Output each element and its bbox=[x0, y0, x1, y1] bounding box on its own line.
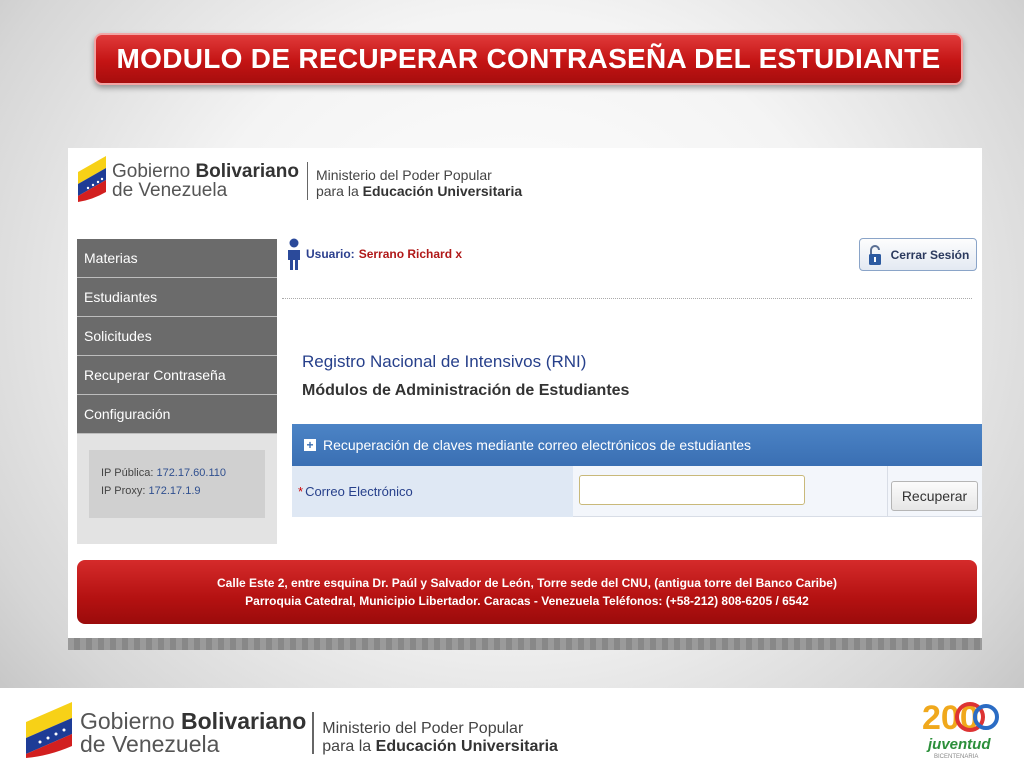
logout-button[interactable] bbox=[859, 238, 977, 271]
slide-footer-band bbox=[0, 688, 1024, 768]
footer-logo-divider bbox=[312, 712, 314, 754]
divider-dotted bbox=[282, 298, 972, 299]
ip-panel bbox=[77, 434, 277, 544]
footer-line2: Parroquia Catedral, Municipio Libertador. Caracas - Venezuela Teléfonos: (+58-212) 808-6205 / 6542 bbox=[245, 594, 809, 608]
correo-input[interactable] bbox=[579, 475, 805, 505]
slide-title: MODULO DE RECUPERAR CONTRASEÑA DEL ESTUDIANTE bbox=[116, 43, 941, 74]
gob-line1-bold: Bolivariano bbox=[195, 161, 299, 182]
footer-gob-line2: de Venezuela bbox=[80, 731, 220, 757]
gob-line1-regular: Gobierno bbox=[112, 161, 191, 182]
sidebar bbox=[77, 239, 277, 544]
recuperar-button[interactable]: Recuperar bbox=[891, 481, 978, 511]
gobierno-text bbox=[112, 162, 299, 200]
sidebar-item-materias[interactable]: Materias bbox=[77, 239, 277, 278]
min-line2-bold: Educación Universitaria bbox=[362, 183, 523, 199]
ip-proxy-label: IP Proxy: bbox=[101, 484, 146, 497]
correo-label-cell bbox=[292, 466, 573, 517]
screenshot-bottom-edge bbox=[68, 638, 982, 650]
ip-proxy-value: 172.17.1.9 bbox=[148, 484, 201, 497]
page-subtitle: Módulos de Administración de Estudiantes bbox=[302, 382, 630, 399]
page-title: Registro Nacional de Intensivos (RNI) bbox=[302, 352, 587, 371]
min-line1: Ministerio del Poder Popular bbox=[315, 166, 492, 183]
ministerio-text bbox=[316, 167, 522, 199]
slide-title-banner bbox=[94, 33, 963, 85]
form-row-correo bbox=[292, 466, 982, 517]
address-footer bbox=[77, 560, 977, 624]
user-icon bbox=[286, 238, 302, 270]
logout-label: Cerrar Sesión bbox=[890, 247, 970, 262]
ip-publica-label: IP Pública: bbox=[101, 467, 154, 479]
footer-gob-line1-regular: Gobierno bbox=[80, 708, 175, 734]
sidebar-item-estudiantes[interactable]: Estudiantes bbox=[77, 278, 277, 317]
footer-min-line1: Ministerio del Poder Popular bbox=[322, 719, 524, 737]
logo-number: 200 bbox=[922, 699, 979, 737]
ip-publica-value: 172.17.60.110 bbox=[156, 467, 226, 479]
lock-icon bbox=[867, 244, 883, 266]
juventud-bicentenaria-logo bbox=[920, 693, 1000, 761]
logo-tag: BICENTENARIA bbox=[934, 754, 979, 760]
header-logo bbox=[76, 154, 522, 202]
footer-min-line2-bold: Educación Universitaria bbox=[375, 738, 558, 755]
required-mark: * bbox=[298, 484, 304, 499]
form-separator bbox=[887, 466, 888, 517]
footer-line1: Calle Este 2, entre esquina Dr. Paúl y Salvador de León, Torre sede del CNU, (antigua torre del Banco Caribe) bbox=[217, 576, 837, 590]
user-info bbox=[286, 238, 462, 270]
venezuela-flag-icon bbox=[76, 154, 108, 202]
panel-title: Recuperación de claves mediante correo electrónicos de estudiantes bbox=[323, 437, 752, 453]
panel-header[interactable] bbox=[292, 424, 982, 466]
expand-plus-icon[interactable]: + bbox=[304, 439, 316, 451]
ip-info-box bbox=[89, 450, 265, 518]
gob-line2: de Venezuela bbox=[112, 180, 228, 201]
logo-word: juventud bbox=[928, 736, 991, 753]
venezuela-flag-icon bbox=[24, 700, 74, 758]
footer-gobierno-text bbox=[80, 710, 306, 756]
footer-min-line2-regular: para la bbox=[322, 738, 372, 755]
sidebar-item-recuperar-contrasena[interactable]: Recuperar Contraseña bbox=[77, 356, 277, 395]
user-label: Usuario: bbox=[306, 247, 355, 261]
sidebar-item-solicitudes[interactable]: Solicitudes bbox=[77, 317, 277, 356]
slide-footer-logo bbox=[24, 700, 558, 758]
sidebar-item-configuracion[interactable]: Configuración bbox=[77, 395, 277, 434]
footer-ministerio-text bbox=[322, 720, 558, 757]
correo-label: Correo Electrónico bbox=[305, 484, 413, 499]
footer-gob-line1-bold: Bolivariano bbox=[181, 708, 307, 734]
app-screenshot bbox=[68, 148, 982, 650]
user-name: Serrano Richard x bbox=[358, 247, 463, 261]
logo-divider bbox=[307, 162, 308, 200]
min-line2-regular: para la bbox=[315, 183, 359, 199]
